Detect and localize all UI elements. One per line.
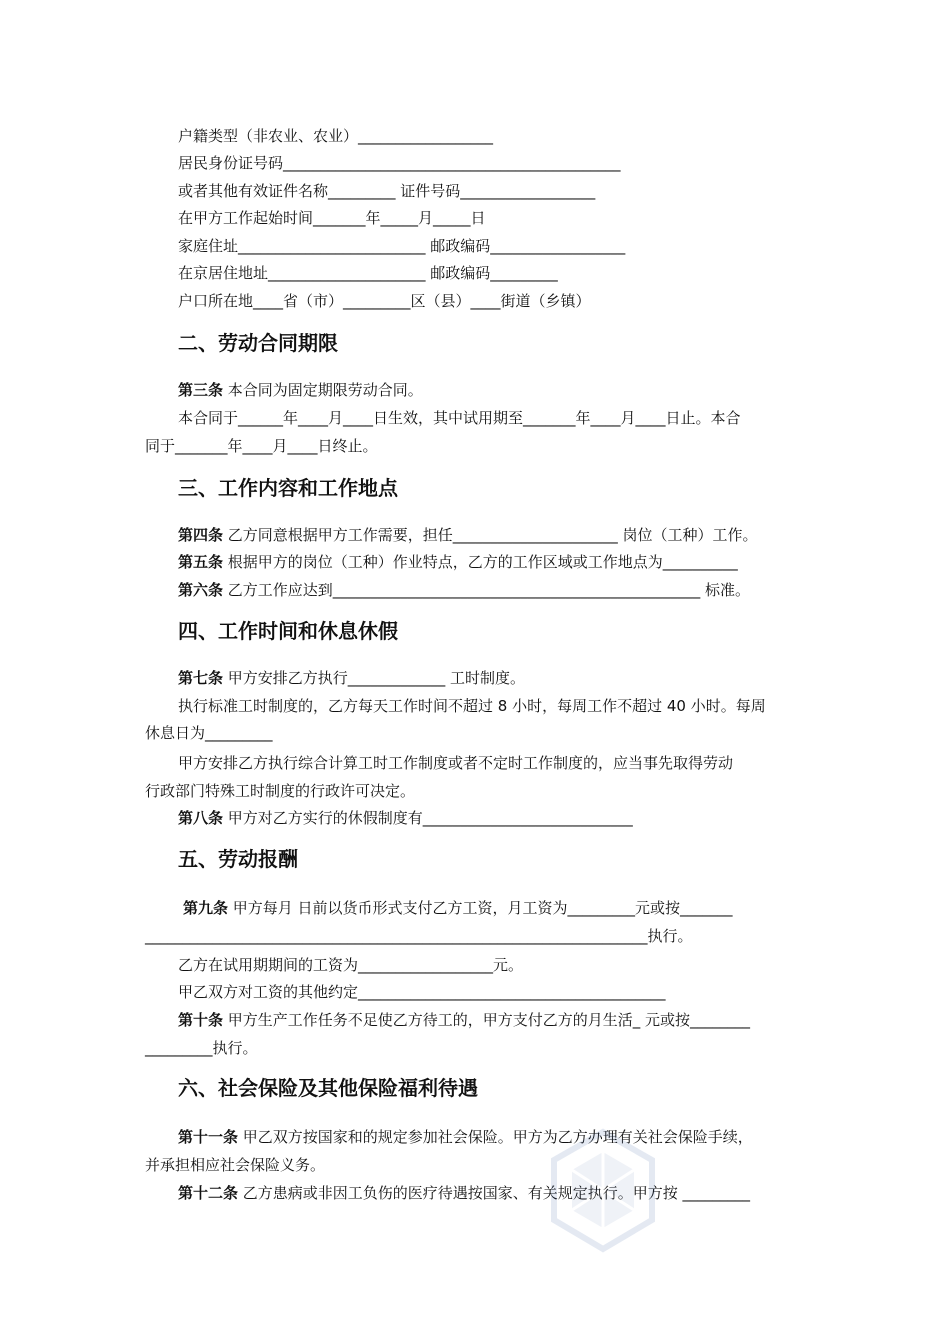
beijing-address-line: 在京居住地址_____________________ 邮政编码_________ — [178, 264, 558, 282]
article-text: 根据甲方的岗位（工种）作业特点，乙方的工作区域或工作地点为__________ — [223, 553, 738, 571]
article-label: 第八条 — [178, 809, 224, 827]
article-7-para-3: 甲方安排乙方执行综合计算工时工作制度或者不定时工作制度的，应当事先取得劳动 — [178, 754, 734, 772]
section-heading-contract-term: 二、劳动合同期限 — [178, 331, 338, 355]
article-3 — [178, 380, 807, 400]
article-label: 第五条 — [178, 553, 224, 571]
id-number-line: 居民身份证号码_____________________________________________ — [178, 154, 621, 172]
watermark-logo-icon — [548, 1128, 658, 1253]
article-11-cont: 并承担相应社会保险义务。 — [145, 1156, 326, 1174]
article-11 — [178, 1127, 807, 1147]
article-8 — [178, 808, 807, 828]
hukou-type-line: 户籍类型（非农业、农业）__________________ — [178, 127, 494, 145]
article-7 — [178, 668, 807, 688]
article-3-para-2-cont: 同于_______年____月____日终止。 — [145, 437, 378, 455]
article-text: 甲乙双方按国家和的规定参加社会保险。甲方为乙方办理有关社会保险手续， — [238, 1128, 753, 1146]
article-label: 第十一条 — [178, 1128, 239, 1146]
article-text: 甲方安排乙方执行_____________ 工时制度。 — [223, 669, 526, 687]
article-text: 本合同为固定期限劳动合同。 — [223, 381, 423, 399]
article-text: 乙方患病或非因工负伤的医疗待遇按国家、有关规定执行。甲方按 _________ — [238, 1184, 751, 1202]
article-7-para-3-cont: 行政部门特殊工时制度的行政许可决定。 — [145, 782, 416, 800]
article-text: 甲方每月 日前以货币形式支付乙方工资，月工资为_________元或按_______ — [228, 899, 733, 917]
article-7-para-2: 执行标准工时制度的，乙方每天工作时间不超过 8 小时，每周工作不超过 40 小时。每周 — [178, 697, 766, 715]
article-10-cont: _________执行。 — [145, 1039, 258, 1057]
article-9 — [183, 898, 807, 918]
article-label: 第十二条 — [178, 1184, 239, 1202]
article-label: 第六条 — [178, 581, 224, 599]
section-heading-work-content: 三、工作内容和工作地点 — [178, 476, 398, 500]
article-9-other-terms: 甲乙双方对工资的其他约定_________________________________________ — [178, 983, 666, 1001]
article-label: 第四条 — [178, 526, 224, 544]
other-id-line: 或者其他有效证件名称_________ 证件号码__________________ — [178, 182, 596, 200]
section-heading-social-insurance: 六、社会保险及其他保险福利待遇 — [178, 1076, 478, 1100]
article-label: 第十条 — [178, 1011, 224, 1029]
article-text: 甲方对乙方实行的休假制度有____________________________ — [223, 809, 633, 827]
section-heading-work-hours: 四、工作时间和休息休假 — [178, 619, 398, 643]
article-9-cont: ___________________________________________________________________执行。 — [145, 927, 693, 945]
article-9-probation-wage: 乙方在试用期期间的工资为__________________元。 — [178, 956, 524, 974]
article-3-para-2: 本合同于______年____月____日生效，其中试用期至_______年____月____日止。本合 — [178, 409, 741, 427]
start-date-line: 在甲方工作起始时间_______年_____月_____日 — [178, 209, 486, 227]
article-5 — [178, 552, 807, 572]
article-label: 第七条 — [178, 669, 224, 687]
section-heading-compensation: 五、劳动报酬 — [178, 847, 298, 871]
article-7-para-2-cont: 休息日为_________ — [145, 724, 273, 742]
home-address-line: 家庭住址_________________________ 邮政编码__________________ — [178, 237, 626, 255]
article-6 — [178, 580, 807, 600]
article-10 — [178, 1010, 807, 1030]
article-label: 第九条 — [183, 899, 229, 917]
article-12 — [178, 1183, 807, 1203]
article-4 — [178, 525, 807, 545]
article-text: 乙方同意根据甲方工作需要，担任______________________ 岗位（工种）工作。 — [223, 526, 758, 544]
article-text: 甲方生产工作任务不足使乙方待工的，甲方支付乙方的月生活_ 元或按________ — [223, 1011, 751, 1029]
hukou-location-line: 户口所在地____省（市）_________区（县）____街道（乡镇） — [178, 292, 591, 310]
article-label: 第三条 — [178, 381, 224, 399]
article-text: 乙方工作应达到_________________________________________________ 标准。 — [223, 581, 751, 599]
